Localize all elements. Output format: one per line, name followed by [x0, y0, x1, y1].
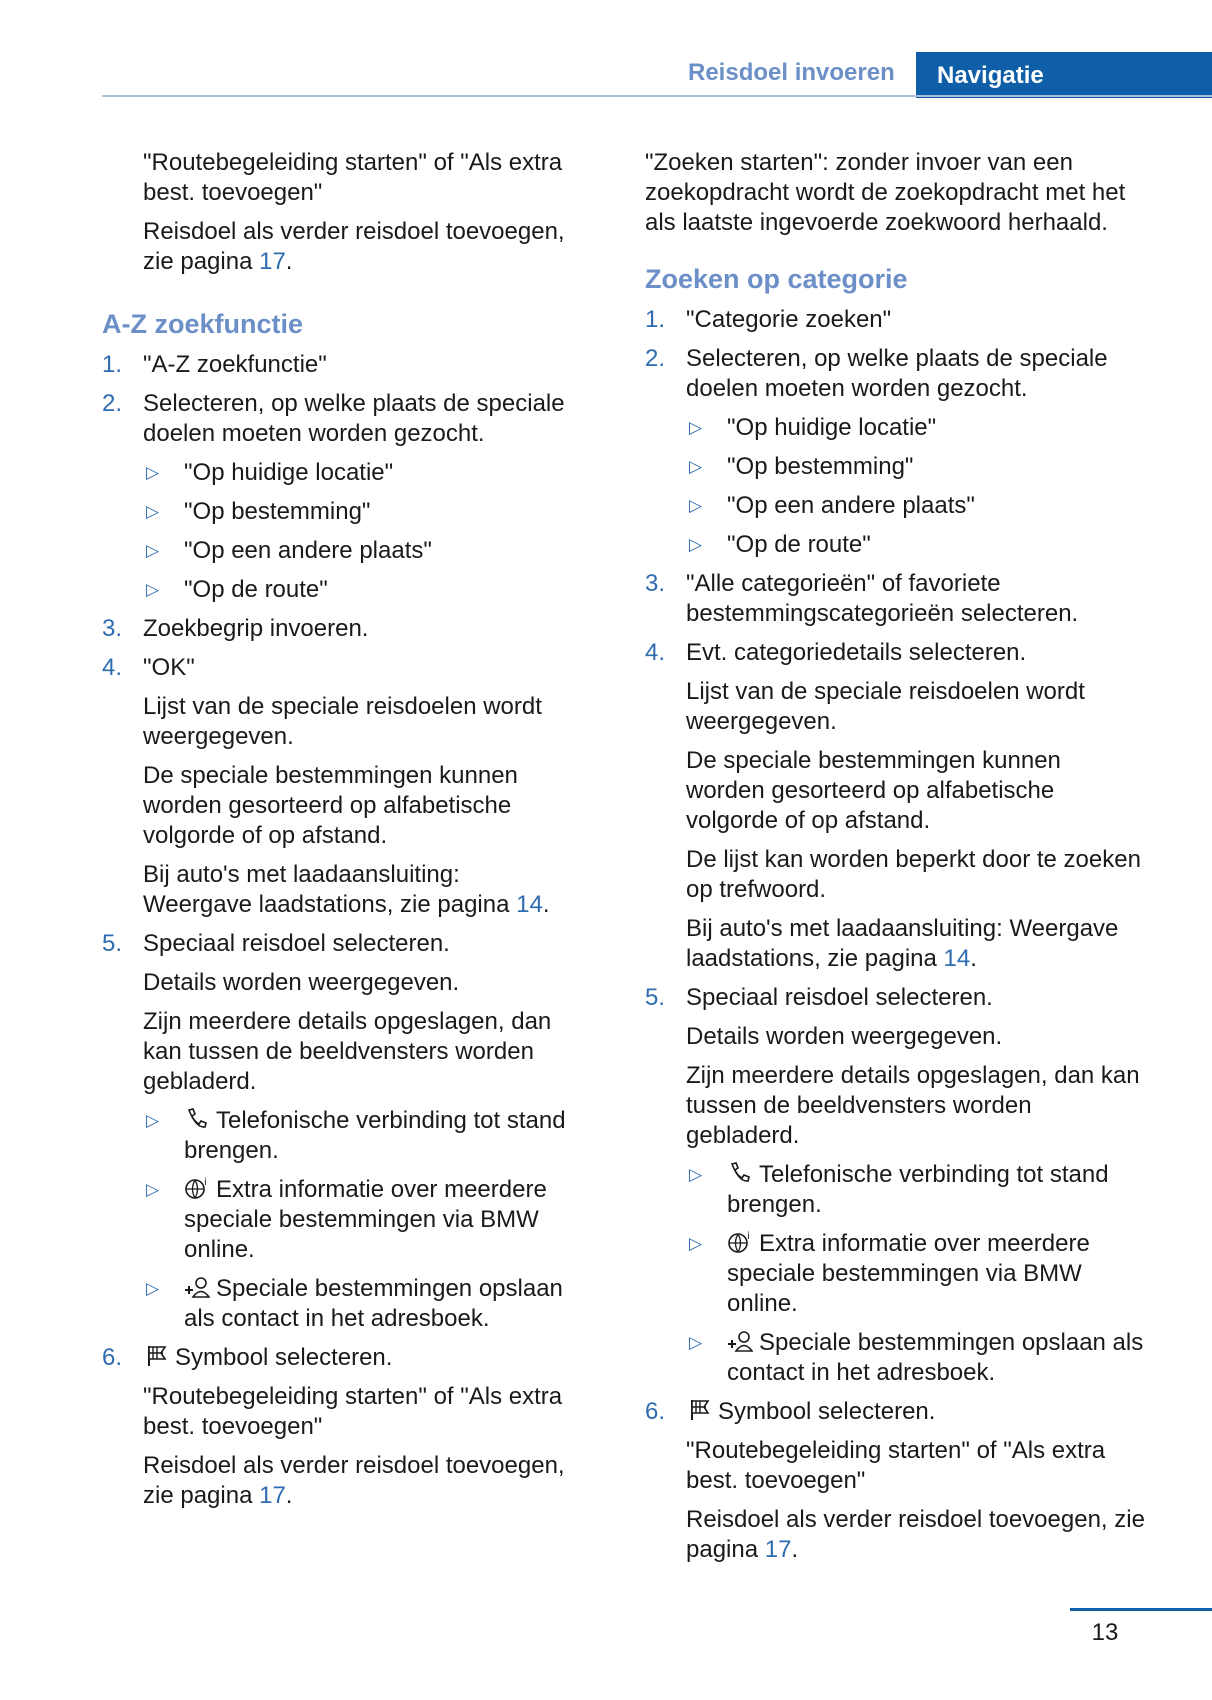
destination-flag-icon: [143, 1344, 169, 1368]
paragraph: Reisdoel als verder reisdoel toevoegen, zie pagina 17.: [143, 218, 565, 275]
bullet-item: ▷ "Op de route": [146, 576, 328, 603]
paragraph: Lijst van de speciale reisdoelen wordt weergegeven.: [143, 693, 542, 750]
svg-text:i: i: [747, 1231, 750, 1242]
list-item: 4. "OK": [102, 654, 195, 681]
right-column: [645, 148, 1145, 1574]
triangle-bullet-icon: ▷: [689, 1165, 703, 1184]
paragraph: "Routebegeleiding starten" of "Als extra best. toevoegen": [686, 1437, 1106, 1494]
chapter-tab: [916, 52, 1212, 98]
footer-rule: [1070, 1608, 1212, 1611]
bullet-item: ▷ "Op bestemming": [146, 498, 371, 525]
triangle-bullet-icon: ▷: [146, 1111, 160, 1130]
triangle-bullet-icon: ▷: [146, 463, 160, 482]
page-link[interactable]: 17: [259, 248, 286, 275]
list-item: 3. "Alle categorieën" of favoriete bestemmingscategorieën selecteren.: [645, 570, 1079, 627]
list-item: 2. Selecteren, op welke plaats de speciale doelen moeten worden gezocht.: [102, 390, 565, 447]
bullet-item: ▷ "Op een andere plaats": [689, 492, 975, 519]
chapter-tab-label: Navigatie: [937, 62, 1044, 89]
paragraph: Lijst van de speciale reisdoelen wordt weergegeven.: [686, 678, 1085, 735]
add-contact-icon: [184, 1275, 210, 1299]
bullet-item: ▷ "Op huidige locatie": [146, 459, 394, 486]
section-heading: A-Z zoekfunctie: [102, 309, 304, 339]
paragraph: Zijn meerdere details opgeslagen, dan kan tussen de beeldvensters worden gebladerd.: [686, 1062, 1140, 1149]
triangle-bullet-icon: ▷: [146, 580, 160, 599]
section-title: Reisdoel invoeren: [688, 59, 895, 86]
bullet-item: ▷ Speciale bestemmingen opslaan als contact in het adresboek.: [146, 1275, 563, 1332]
list-item: 5. Speciaal reisdoel selecteren.: [645, 984, 993, 1011]
globe-info-icon: [727, 1230, 753, 1254]
list-item: 3. Zoekbegrip invoeren.: [102, 615, 369, 642]
page-link[interactable]: 14: [516, 891, 543, 918]
bullet-item: ▷ Telefonische verbinding tot stand brengen.: [146, 1107, 566, 1164]
bullet-item: ▷ Telefonische verbinding tot stand brengen.: [689, 1161, 1109, 1218]
triangle-bullet-icon: ▷: [689, 1333, 703, 1352]
paragraph: Reisdoel als verder reisdoel toevoegen, zie pagina 17.: [143, 1452, 565, 1509]
triangle-bullet-icon: ▷: [689, 418, 703, 437]
paragraph: De speciale bestemmingen kunnen worden gesorteerd op alfabetische volgorde of op afstand.: [686, 747, 1061, 834]
triangle-bullet-icon: ▷: [146, 1180, 160, 1199]
left-column: [102, 148, 572, 1520]
page-link[interactable]: 14: [943, 945, 971, 972]
paragraph: De lijst kan worden beperkt door te zoeken op trefwoord.: [686, 846, 1141, 903]
globe-info-icon: [184, 1176, 210, 1200]
phone-icon: [727, 1161, 753, 1185]
paragraph: Bij auto's met laadaansluiting: Weergave laadstations, zie pagina 14.: [143, 861, 550, 918]
destination-flag-icon: [686, 1398, 712, 1422]
bullet-item: ▷ "Op bestemming": [689, 453, 914, 480]
list-item: 6. Symbool selecteren.: [102, 1344, 393, 1371]
bullet-item: ▷ "Op een andere plaats": [146, 537, 432, 564]
paragraph: Zijn meerdere details opgeslagen, dan kan tussen de beeldvensters worden gebladerd.: [143, 1008, 552, 1095]
paragraph: Details worden weergegeven.: [686, 1023, 1003, 1050]
page-number: 13: [1091, 1619, 1119, 1646]
paragraph: De speciale bestemmingen kunnen worden gesorteerd op alfabetische volgorde of op afstand.: [143, 762, 518, 849]
triangle-bullet-icon: ▷: [689, 496, 703, 515]
bullet-item: ▷ "Op de route": [689, 531, 871, 558]
phone-icon: [184, 1107, 210, 1131]
paragraph: Reisdoel als verder reisdoel toevoegen, zie pagina 17.: [686, 1506, 1145, 1563]
page-link[interactable]: 17: [259, 1482, 286, 1509]
triangle-bullet-icon: ▷: [146, 541, 160, 560]
bullet-item: ▷ i Extra informatie over meerdere speciale bestemmingen via BMW online.: [146, 1176, 547, 1263]
triangle-bullet-icon: ▷: [146, 502, 160, 521]
triangle-bullet-icon: ▷: [146, 1279, 160, 1298]
paragraph: "Zoeken starten": zonder invoer van een zoekopdracht wordt de zoekopdracht met het als laatste ingevoerde zoekwoord herhaald.: [645, 149, 1126, 236]
paragraph: "Routebegeleiding starten" of "Als extra best. toevoegen": [143, 149, 563, 206]
list-item: 5. Speciaal reisdoel selecteren.: [102, 930, 450, 957]
list-item: 1. "Categorie zoeken": [645, 306, 892, 333]
paragraph: "Routebegeleiding starten" of "Als extra best. toevoegen": [143, 1383, 563, 1440]
page-link[interactable]: 17: [764, 1536, 792, 1563]
bullet-item: ▷ "Op huidige locatie": [689, 414, 937, 441]
triangle-bullet-icon: ▷: [689, 457, 703, 476]
list-item: 4. Evt. categoriedetails selecteren.: [645, 639, 1027, 666]
bullet-item: ▷ i Extra informatie over meerdere speciale bestemmingen via BMW online.: [689, 1230, 1090, 1317]
triangle-bullet-icon: ▷: [689, 535, 703, 554]
svg-text:i: i: [204, 1177, 207, 1188]
header-rule: [102, 95, 1212, 97]
add-contact-icon: [727, 1329, 753, 1353]
list-item: 6. Symbool selecteren.: [645, 1398, 936, 1425]
list-item: 2. Selecteren, op welke plaats de speciale doelen moeten worden gezocht.: [645, 345, 1108, 402]
section-heading: Zoeken op categorie: [645, 264, 908, 294]
list-item: 1. "A-Z zoekfunctie": [102, 351, 327, 378]
paragraph: Details worden weergegeven.: [143, 969, 460, 996]
bullet-item: ▷ Speciale bestemmingen opslaan als contact in het adresboek.: [689, 1329, 1144, 1386]
triangle-bullet-icon: ▷: [689, 1234, 703, 1253]
paragraph: Bij auto's met laadaansluiting: Weergave laadstations, zie pagina 14.: [686, 915, 1119, 972]
